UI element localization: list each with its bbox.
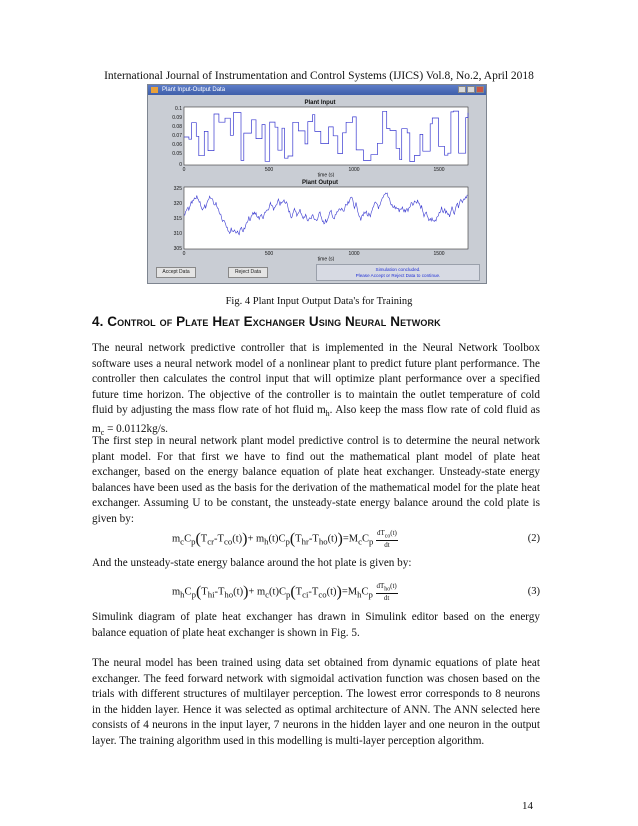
input-xtick: 0 [182,167,186,173]
equation-2-expression: $m_cC_p(T_{cr}-T_{co}(t))+ m_h(t)C_p(T_{hr}-T_{ho}(t))=M_cC_p$ $\frac{dT_{co}(t)}{dt}$ [172,529,397,550]
p1-sub-h: h [325,409,330,419]
output-ytick: 310 [173,231,182,237]
paragraph-2: The first step in neural network plant model predictive control is to determine the neural network plant model. For that first we have to find out the mathematical plant model of plate heat exchanger, based on the energy balance equation of plate heat exchanger. Unsteady-state energy balances have been used as the basis for the derivation of the mathematical model for the plate heat exchanger. Assuming U to be constant, the unsteady-state energy balance around the cold plate is given by: [92,435,540,525]
equation-2-number: (2) [527,533,540,544]
input-xlabel: time (s) [317,172,335,177]
status-message [316,264,480,281]
maximize-icon [467,86,475,93]
equation-2 [92,525,540,551]
output-ytick: 320 [173,201,182,207]
p1-end: = 0.0112kg/s. [104,423,168,436]
journal-header: International Journal of Instrumentation and Control Systems (IJICS) Vol.8, No.2, April 2018 [104,70,534,82]
equation-3-expression: $m_hC_p(T_{hi}-T_{ho}(t))+ m_c(t)C_p(T_{ci}-T_{co}(t))=M_hC_p$ $\frac{dT_{ho}(t)}{dt}$ [172,582,397,603]
figure-caption: Fig. 4 Plant Input Output Data's for Training [225,296,413,307]
equation-3-number: (3) [527,586,540,597]
output-xtick: 1500 [433,251,445,257]
input-ytick: 0.05 [172,151,182,157]
input-xtick: 1000 [348,167,360,173]
plant-output-title: Plant Output [302,180,338,186]
output-xlabel: time (s) [317,256,335,261]
equation-3 [92,578,540,604]
p1-sub-c: c [100,428,105,438]
reject-data-button[interactable]: Reject Data [228,267,268,278]
plant-data-window [147,84,487,284]
paragraph-3: And the unsteady-state energy balance around the hot plate is given by: [92,557,412,569]
window-title-bar [148,85,486,95]
page-number: 14 [522,800,533,812]
plant-input-title: Plant Input [304,100,336,106]
input-ytick: 0.06 [172,142,182,148]
matlab-app-icon [151,87,158,93]
status-line-1: Simulation concluded. [375,267,421,272]
output-xtick: 0 [182,251,186,257]
input-ytick: 0.09 [172,115,182,121]
output-xtick: 1000 [348,251,360,257]
plant-input-plot [154,97,476,177]
section-heading: 4. Control of Plate Heat Exchanger Using Neural Network [92,314,441,329]
paragraph-4: Simulink diagram of plate heat exchanger has drawn in Simulink editor based on the energy balance equation of plate heat exchanger is shown in Fig. 5. [92,611,540,639]
paragraph-5: The neural model has been trained using data set obtained from dynamic equations of plate heat exchanger. The feed forward network with sigmoidal activation function was chosen based on the trials with different structures of multilayer perception. The lowest error corresponds to 8 neurons in the hidden layer. Hence it was selected as optimal architecture of ANN. The ANN selected here consists of 4 neurons in the input layer, 7 neurons in the hidden layer and one neuron in the output layer. The training algorithm used in this modelling is multi-layer perception algorithm. [92,657,540,747]
input-xtick: 500 [264,167,274,173]
accept-data-button[interactable]: Accept Data [156,267,196,278]
input-ytick: 0.07 [172,133,182,139]
plant-output-plot [154,177,476,261]
p1-text: The neural network predictive controller that is implemented in the Neural Network Toolbox software uses a neural network model of a nonlinear plant to predict future plant performance. The controller then calculates the control input that will optimize plant performance over a specified future time horizon. The objective of the controller is to maintain the outlet temperature of cold fluid by adjusting the mass flow rate of hot fluid m [92,342,540,417]
close-icon [476,86,484,93]
input-ytick: 0.08 [172,124,182,130]
input-ytick: 0 [179,162,182,168]
p1-mid: . Also keep the mass flow rate of cold fluid as m [92,404,540,436]
status-line-2: Please Accept or Reject Data to continue. [355,273,441,278]
output-ytick: 325 [173,186,182,192]
input-ytick: 0.1 [175,106,182,112]
output-xtick: 500 [264,251,274,257]
window-bottom-bar [148,261,486,283]
output-ytick: 315 [173,216,182,222]
output-ytick: 305 [173,246,182,252]
minimize-icon [458,86,466,93]
window-title: Plant Input-Output Data [162,87,226,93]
input-xtick: 1500 [433,167,445,173]
paragraph-1 [92,341,540,441]
